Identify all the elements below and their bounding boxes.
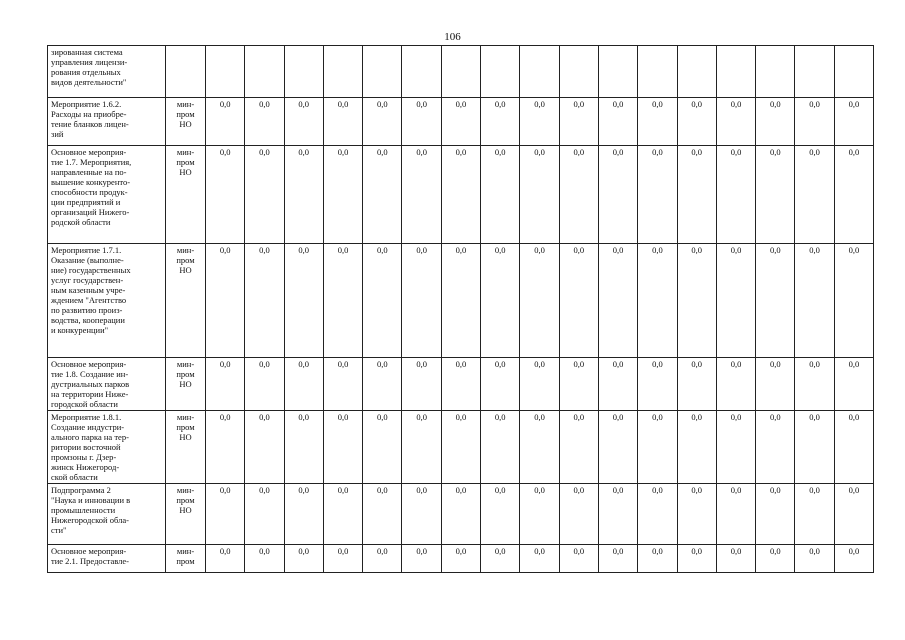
- activity-name-line: на территории Ниже-: [51, 389, 129, 399]
- value-cell: 0,0: [716, 545, 755, 573]
- value-cell: [834, 46, 873, 98]
- activity-name-line: вышение конкуренто-: [51, 177, 131, 187]
- responsible-line: мин-: [176, 359, 195, 369]
- value-cell: 0,0: [756, 146, 795, 244]
- value-cell: 0,0: [323, 244, 362, 358]
- activity-name-cell: [48, 244, 166, 358]
- value-cell: 0,0: [441, 146, 480, 244]
- value-cell: 0,0: [441, 98, 480, 146]
- responsible-line: НО: [179, 167, 192, 177]
- value-cell: 0,0: [834, 358, 873, 411]
- value-cell: 0,0: [245, 244, 284, 358]
- responsible-line: мин-: [176, 546, 195, 556]
- value-cell: 0,0: [638, 411, 677, 484]
- value-cell: 0,0: [795, 358, 834, 411]
- value-cell: 0,0: [363, 146, 402, 244]
- value-cell: 0,0: [402, 358, 441, 411]
- value-cell: 0,0: [363, 358, 402, 411]
- value-cell: 0,0: [363, 244, 402, 358]
- value-cell: 0,0: [716, 98, 755, 146]
- value-cell: 0,0: [245, 98, 284, 146]
- value-cell: 0,0: [756, 545, 795, 573]
- value-cell: 0,0: [284, 146, 323, 244]
- responsible-line: пром: [176, 157, 195, 167]
- value-cell: [245, 46, 284, 98]
- activity-name-line: Расходы на приобре-: [51, 109, 127, 119]
- value-cell: [559, 46, 598, 98]
- responsible-line: пром: [176, 255, 195, 265]
- value-cell: [638, 46, 677, 98]
- value-cell: 0,0: [834, 146, 873, 244]
- value-cell: 0,0: [756, 98, 795, 146]
- value-cell: 0,0: [795, 545, 834, 573]
- responsible-line: мин-: [176, 245, 195, 255]
- responsible-line: НО: [179, 265, 192, 275]
- activity-name-line: тие 2.1. Предоставле-: [51, 556, 129, 566]
- value-cell: 0,0: [638, 146, 677, 244]
- activity-name-line: Подпрограмма 2: [51, 485, 111, 495]
- value-cell: 0,0: [481, 545, 520, 573]
- value-cell: 0,0: [834, 411, 873, 484]
- value-cell: 0,0: [559, 358, 598, 411]
- responsible-line: мин-: [176, 485, 195, 495]
- value-cell: 0,0: [834, 484, 873, 545]
- value-cell: 0,0: [441, 244, 480, 358]
- value-cell: 0,0: [795, 411, 834, 484]
- value-cell: 0,0: [206, 244, 245, 358]
- value-cell: 0,0: [402, 411, 441, 484]
- value-cell: 0,0: [441, 411, 480, 484]
- value-cell: 0,0: [677, 411, 716, 484]
- responsible-cell: [166, 545, 206, 573]
- value-cell: 0,0: [598, 484, 637, 545]
- activity-name-line: Мероприятие 1.8.1.: [51, 412, 122, 422]
- value-cell: 0,0: [206, 146, 245, 244]
- table-row: [48, 146, 874, 244]
- value-cell: 0,0: [598, 98, 637, 146]
- value-cell: 0,0: [245, 545, 284, 573]
- value-cell: [598, 46, 637, 98]
- value-cell: 0,0: [520, 484, 559, 545]
- activity-name-line: ным казенным учре-: [51, 285, 126, 295]
- responsible-cell: [166, 358, 206, 411]
- value-cell: 0,0: [402, 98, 441, 146]
- value-cell: 0,0: [756, 358, 795, 411]
- responsible-line: пром: [176, 556, 195, 566]
- activity-name-line: Основное мероприя-: [51, 147, 127, 157]
- value-cell: 0,0: [402, 484, 441, 545]
- value-cell: [795, 46, 834, 98]
- value-cell: 0,0: [402, 244, 441, 358]
- value-cell: 0,0: [677, 244, 716, 358]
- value-cell: 0,0: [520, 358, 559, 411]
- activity-name-line: водства, кооперации: [51, 315, 125, 325]
- value-cell: 0,0: [363, 98, 402, 146]
- activity-name-line: и конкуренции": [51, 325, 109, 335]
- value-cell: [716, 46, 755, 98]
- value-cell: 0,0: [441, 358, 480, 411]
- activity-name-line: Оказание (выполне-: [51, 255, 124, 265]
- table-row: [48, 484, 874, 545]
- value-cell: 0,0: [481, 146, 520, 244]
- value-cell: [756, 46, 795, 98]
- table-row: [48, 411, 874, 484]
- activity-name-line: ние) государственных: [51, 265, 131, 275]
- responsible-cell: [166, 146, 206, 244]
- value-cell: 0,0: [363, 484, 402, 545]
- activity-name-line: "Наука и инновации в: [51, 495, 131, 505]
- responsible-line: НО: [179, 379, 192, 389]
- activity-name-line: Создание индустри-: [51, 422, 125, 432]
- responsible-line: мин-: [176, 147, 195, 157]
- value-cell: 0,0: [559, 98, 598, 146]
- value-cell: 0,0: [559, 244, 598, 358]
- activity-name-line: зий: [51, 129, 64, 139]
- table-row: [48, 244, 874, 358]
- activity-name-line: родской области: [51, 217, 111, 227]
- page-number: 106: [444, 31, 461, 43]
- activity-name-cell: [48, 146, 166, 244]
- activity-name-line: дустриальных парков: [51, 379, 130, 389]
- table-row: [48, 46, 874, 98]
- value-cell: 0,0: [559, 484, 598, 545]
- value-cell: 0,0: [598, 545, 637, 573]
- value-cell: 0,0: [402, 545, 441, 573]
- value-cell: 0,0: [677, 98, 716, 146]
- value-cell: 0,0: [598, 146, 637, 244]
- value-cell: 0,0: [245, 411, 284, 484]
- value-cell: 0,0: [441, 545, 480, 573]
- value-cell: 0,0: [834, 545, 873, 573]
- value-cell: 0,0: [284, 98, 323, 146]
- value-cell: 0,0: [677, 484, 716, 545]
- table-row: [48, 358, 874, 411]
- value-cell: 0,0: [598, 358, 637, 411]
- value-cell: 0,0: [520, 244, 559, 358]
- value-cell: 0,0: [638, 98, 677, 146]
- value-cell: 0,0: [795, 98, 834, 146]
- value-cell: 0,0: [206, 98, 245, 146]
- activity-name-line: сти": [51, 525, 67, 535]
- responsible-line: пром: [176, 369, 195, 379]
- value-cell: 0,0: [441, 484, 480, 545]
- activity-name-line: Основное мероприя-: [51, 546, 127, 556]
- value-cell: 0,0: [481, 411, 520, 484]
- responsible-cell: [166, 98, 206, 146]
- value-cell: 0,0: [559, 146, 598, 244]
- value-cell: 0,0: [598, 411, 637, 484]
- activity-name-line: видов деятельности": [51, 77, 127, 87]
- value-cell: [284, 46, 323, 98]
- responsible-line: пром: [176, 422, 195, 432]
- value-cell: 0,0: [716, 244, 755, 358]
- responsible-line: пром: [176, 495, 195, 505]
- activity-name-cell: [48, 484, 166, 545]
- responsible-line: НО: [179, 505, 192, 515]
- table-row: [48, 545, 874, 573]
- activity-name-line: городской области: [51, 399, 118, 409]
- value-cell: 0,0: [795, 244, 834, 358]
- value-cell: 0,0: [834, 244, 873, 358]
- table-row: [48, 98, 874, 146]
- responsible-cell: [166, 484, 206, 545]
- value-cell: 0,0: [559, 545, 598, 573]
- responsible-line: мин-: [176, 412, 195, 422]
- activity-name-line: ции предприятий и: [51, 197, 121, 207]
- activity-name-line: ального парка на тер-: [51, 432, 129, 442]
- value-cell: 0,0: [638, 545, 677, 573]
- value-cell: 0,0: [481, 98, 520, 146]
- activity-name-cell: [48, 98, 166, 146]
- activity-name-line: ждением "Агентство: [51, 295, 127, 305]
- value-cell: 0,0: [716, 358, 755, 411]
- responsible-cell: [166, 244, 206, 358]
- value-cell: 0,0: [323, 411, 362, 484]
- value-cell: 0,0: [481, 244, 520, 358]
- value-cell: 0,0: [716, 484, 755, 545]
- value-cell: [323, 46, 362, 98]
- value-cell: 0,0: [323, 146, 362, 244]
- value-cell: 0,0: [677, 146, 716, 244]
- value-cell: 0,0: [284, 244, 323, 358]
- activity-name-cell: [48, 358, 166, 411]
- value-cell: 0,0: [520, 98, 559, 146]
- responsible-cell: [166, 411, 206, 484]
- value-cell: 0,0: [245, 358, 284, 411]
- value-cell: 0,0: [677, 545, 716, 573]
- value-cell: 0,0: [638, 484, 677, 545]
- value-cell: 0,0: [402, 146, 441, 244]
- activity-name-line: направленные на по-: [51, 167, 127, 177]
- activity-name-cell: [48, 46, 166, 98]
- activity-name-cell: [48, 545, 166, 573]
- value-cell: 0,0: [284, 484, 323, 545]
- activity-name-line: промышленности: [51, 505, 116, 515]
- activity-name-line: Мероприятие 1.7.1.: [51, 245, 122, 255]
- responsible-line: НО: [179, 119, 192, 129]
- responsible-line: мин-: [176, 99, 195, 109]
- responsible-line: НО: [179, 432, 192, 442]
- value-cell: 0,0: [284, 411, 323, 484]
- activity-name-line: по развитию произ-: [51, 305, 123, 315]
- activity-name-line: ской области: [51, 472, 98, 482]
- activity-name-line: Мероприятие 1.6.2.: [51, 99, 122, 109]
- value-cell: 0,0: [520, 411, 559, 484]
- value-cell: 0,0: [756, 411, 795, 484]
- value-cell: 0,0: [795, 484, 834, 545]
- value-cell: 0,0: [677, 358, 716, 411]
- value-cell: 0,0: [834, 98, 873, 146]
- value-cell: 0,0: [284, 358, 323, 411]
- activity-name-line: Основное мероприя-: [51, 359, 127, 369]
- value-cell: 0,0: [638, 358, 677, 411]
- activity-name-line: жинск Нижегород-: [51, 462, 120, 472]
- activity-name-line: зированная система: [51, 47, 123, 57]
- value-cell: 0,0: [638, 244, 677, 358]
- value-cell: 0,0: [363, 545, 402, 573]
- value-cell: 0,0: [284, 545, 323, 573]
- activity-name-line: промзоны г. Дзер-: [51, 452, 117, 462]
- activity-name-line: ритории восточной: [51, 442, 121, 452]
- value-cell: 0,0: [323, 545, 362, 573]
- value-cell: [481, 46, 520, 98]
- value-cell: 0,0: [481, 358, 520, 411]
- activity-name-line: организаций Нижего-: [51, 207, 130, 217]
- value-cell: [520, 46, 559, 98]
- activity-name-line: услуг государствен-: [51, 275, 124, 285]
- value-cell: 0,0: [795, 146, 834, 244]
- value-cell: 0,0: [245, 146, 284, 244]
- value-cell: 0,0: [716, 146, 755, 244]
- value-cell: 0,0: [559, 411, 598, 484]
- activity-name-line: тие 1.8. Создание ин-: [51, 369, 129, 379]
- activity-name-line: управления лицензи-: [51, 57, 128, 67]
- value-cell: 0,0: [206, 358, 245, 411]
- activity-name-line: способности продук-: [51, 187, 128, 197]
- responsible-cell: [166, 46, 206, 98]
- value-cell: 0,0: [756, 484, 795, 545]
- activity-name-line: тение бланков лицен-: [51, 119, 129, 129]
- activity-name-line: Нижегородской обла-: [51, 515, 129, 525]
- value-cell: [363, 46, 402, 98]
- value-cell: 0,0: [520, 146, 559, 244]
- value-cell: 0,0: [323, 98, 362, 146]
- value-cell: 0,0: [245, 484, 284, 545]
- responsible-line: пром: [176, 109, 195, 119]
- activity-name-line: тие 1.7. Мероприятия,: [51, 157, 132, 167]
- value-cell: [402, 46, 441, 98]
- value-cell: [677, 46, 716, 98]
- value-cell: 0,0: [520, 545, 559, 573]
- value-cell: 0,0: [598, 244, 637, 358]
- activity-name-line: рования отдельных: [51, 67, 121, 77]
- value-cell: 0,0: [323, 484, 362, 545]
- value-cell: 0,0: [481, 484, 520, 545]
- value-cell: 0,0: [206, 411, 245, 484]
- budget-table: [47, 45, 874, 573]
- activity-name-cell: [48, 411, 166, 484]
- value-cell: 0,0: [323, 358, 362, 411]
- value-cell: 0,0: [206, 545, 245, 573]
- value-cell: [441, 46, 480, 98]
- value-cell: [206, 46, 245, 98]
- value-cell: 0,0: [363, 411, 402, 484]
- value-cell: 0,0: [206, 484, 245, 545]
- value-cell: 0,0: [716, 411, 755, 484]
- value-cell: 0,0: [756, 244, 795, 358]
